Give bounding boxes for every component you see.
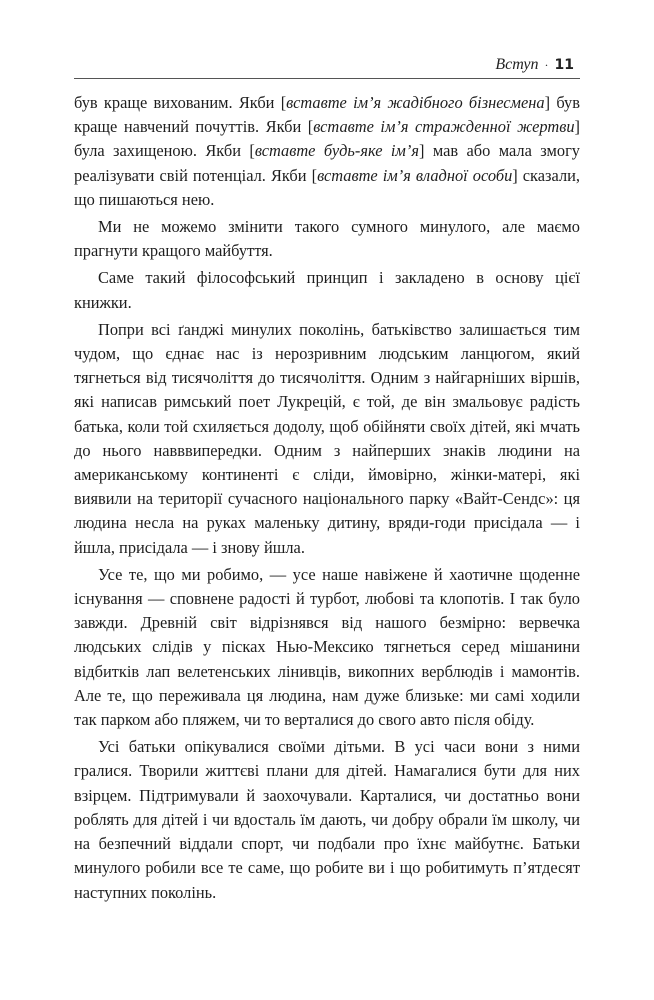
paragraph [74, 563, 580, 732]
paragraph [74, 215, 580, 263]
text-run: Саме такий філософський принцип і закладено в основу цієї книжки. [74, 268, 580, 312]
text-run: Усі батьки опікувалися своїми дітьми. В усі часи вони з ними гралися. Творили життєві плани для дітей. Намагалися бути для них взірцем. Підтримували й заохочували. Карталися, чи достатньо вони роблять для дітей і чи вдосталь їм дають, чи добру обрали їм школу, чи на безпечний віддали спорт, чи подбали про їхнє майбутнє. Батьки минулого робили все те саме, що робите ви і що робитимуть п’ятдесят наступних поколінь. [74, 737, 580, 902]
paragraph [74, 318, 580, 560]
page-number: 11 [554, 57, 574, 73]
running-header [495, 56, 574, 74]
text-run: ] мав або мала змогу реалізувати свій потенціал. Якби [ [74, 141, 580, 185]
text-run: Попри всі ґанджі минулих поколінь, батьківство залишається тим чудом, що єднає нас із нерозривним людським ланцюгом, який тягнеться від тисячоліття до тисячоліття. Одним з найгарніших віршів, які написав римський поет Лукрецій, є той, де він змальовує радість батька, коли той схиляється додолу, щоб обійняти своїх дітей, які мчать до нього навввипередки. Одним з найперших знаків людини на американському континенті є сліди, ймовірно, жінки-матері, які виявили на території сучасного національного парку «Вайт-Сендс»: ця людина несла на руках маленьку дитину, вряди-годи присідала — і йшла, присідала — і знову йшла. [74, 319, 580, 557]
paragraph [74, 266, 580, 314]
italic-run: вставте ім’я стражденної жертви [313, 117, 575, 137]
text-run: Ми не можемо змінити такого сумного минулого, але маємо прагнути кращого майбуття. [74, 217, 580, 261]
header-rule [74, 78, 580, 79]
body-text [74, 91, 580, 905]
header-separator: · [544, 58, 549, 72]
text-run: ] сказали, що пишаються нею. [74, 165, 580, 209]
italic-run: вставте ім’я жадібного бізнесмена [286, 93, 545, 112]
text-run: Усе те, що ми робимо, — усе наше навіжене й хаотичне щоденне існування — сповнене радості й турбот, любові та клопотів. І так було завжди. Древній світ відрізнявся від нашого безмірно: вервечка людських слідів у пісках Нью-Мексико тягнеться серед мішанини відбитків лап велетенських лінивців, викопних верблюдів і мамонтів. Але те, що переживала ця людина, нам дуже близьке: ми самі ходили так парком або пляжем, чи то верталися до свого авто після обіду. [74, 564, 580, 730]
text-run: був краще вихованим. Якби [ [74, 93, 287, 112]
italic-run: вставте будь-яке ім’я [254, 141, 419, 161]
text-run: ] був краще навчений почуттів. Якби [ [74, 93, 580, 137]
section-title: Вступ [495, 56, 539, 73]
paragraph [74, 91, 580, 212]
paragraph [74, 735, 580, 904]
text-run: ] була захищеною. Якби [ [74, 117, 580, 161]
italic-run: вставте ім’я владної особи [317, 165, 513, 185]
